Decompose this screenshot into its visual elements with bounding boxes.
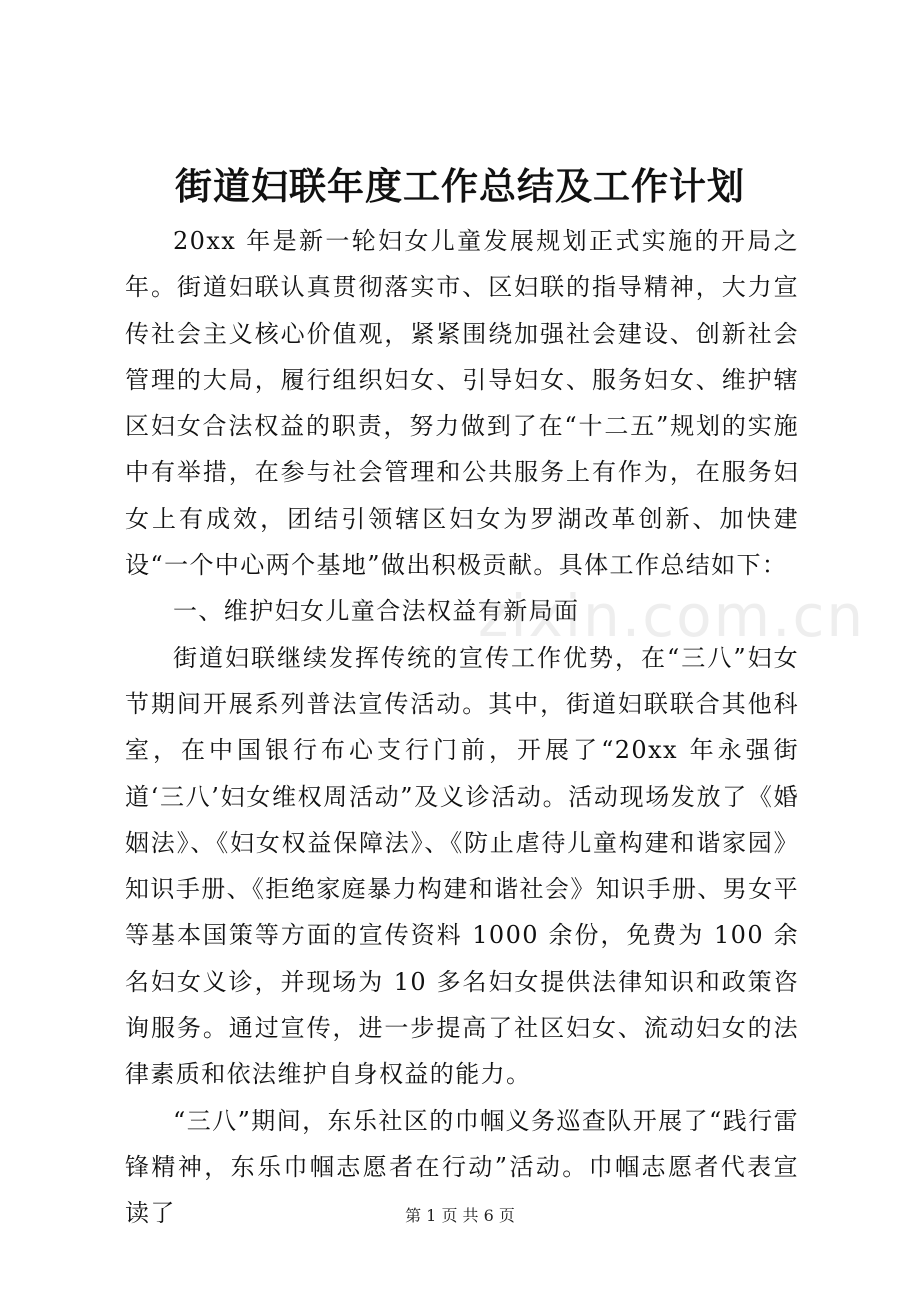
paragraph-march-eighth: “三八”期间，东乐社区的巾帼义务巡查队开展了“践行雷锋精神，东乐巾帼志愿者在行动”活动。巾帼志愿者代表宣读了 [125, 1106, 799, 1228]
paragraph-intro: 20xx 年是新一轮妇女儿童发展规划正式实施的开局之年。街道妇联认真贯彻落实市、区妇联的指导精神，大力宣传社会主义核心价值观，紧紧围绕加强社会建设、创新社会管理的大局，履行组织妇女、引导妇女、服务妇女、维护辖区妇女合法权益的职责，努力做到了在“十二五”规划的实施中有举措，在参与社会管理和公共服务上有作为，在服务妇女上有成效，团结引领辖区妇女为罗湖改革创新、加快建设“一个中心两个基地”做出积极贡献。具体工作总结如下： [125, 227, 799, 580]
watermark: zixin.com.cn [478, 582, 866, 650]
page-footer: 第 1 页 共 6 页 [405, 1206, 515, 1225]
paragraph-rights-publicity: 街道妇联继续发挥传统的宣传工作优势，在“三八”妇女节期间开展系列普法宣传活动。其中，街道妇联联合其他科室，在中国银行布心支行门前，开展了“20xx 年永强街道‘三八’妇女维权周活动”及义诊活动。活动现场发放了《婚姻法》、《妇女权益保障法》、《防止虐待儿童构建和谐家园》知识手册、《拒绝家庭暴力构建和谐社会》知识手册、男女平等基本国策等方面的宣传资料 1000 余份，免费为 100 余名妇女义诊，并现场为 10 多名妇女提供法律知识和政策咨询服务。通过宣传，进一步提高了社区妇女、流动妇女的法律素质和依法维护自身权益的能力。 [125, 643, 799, 1089]
document-title: 街道妇联年度工作总结及工作计划 [175, 164, 745, 208]
section-heading-1: 一、维护妇女儿童合法权益有新局面 [173, 597, 580, 626]
document-body [125, 218, 799, 1237]
